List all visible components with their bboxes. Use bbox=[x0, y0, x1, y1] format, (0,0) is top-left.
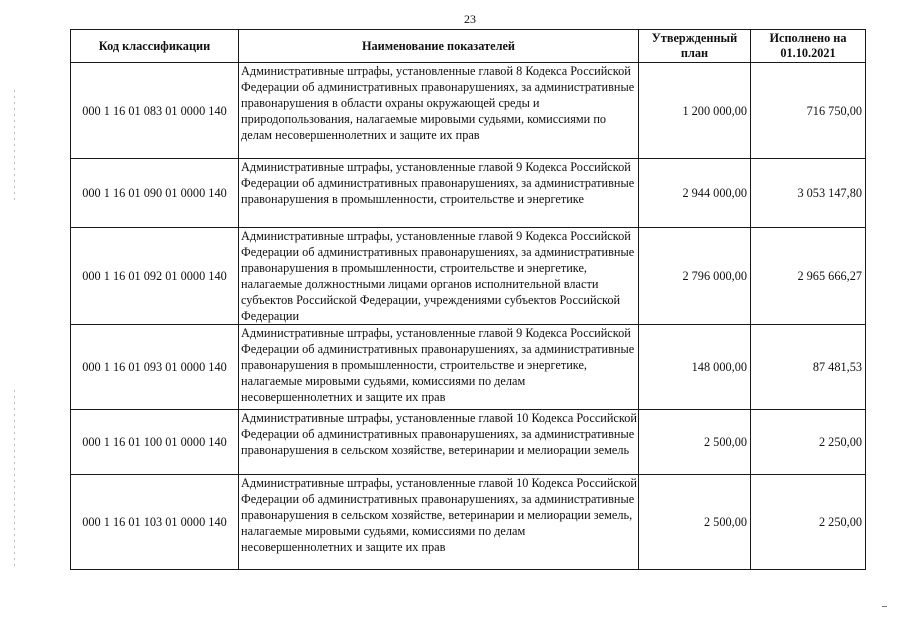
table-row bbox=[71, 228, 866, 325]
table-row bbox=[71, 325, 866, 410]
cell-done: 3 053 147,80 bbox=[751, 159, 866, 228]
cell-done: 2 250,00 bbox=[751, 475, 866, 570]
cell-code: 000 1 16 01 100 01 0000 140 bbox=[71, 410, 239, 475]
cell-name: Административные штрафы, установленные главой 9 Кодекса Российской Федерации об административных правонарушениях, за административные правонарушения в промышленности, строительстве и энергетике bbox=[239, 159, 639, 228]
header-done: Исполнено на 01.10.2021 bbox=[751, 30, 866, 63]
cell-name: Административные штрафы, установленные главой 10 Кодекса Российской Федерации об административных правонарушениях, за административные правонарушения в сельском хозяйстве, ветеринарии и мелиорации земель, налагаемые мировыми судьями, комиссиями по делам несовершеннолетних и защите их прав bbox=[239, 475, 639, 570]
table-row bbox=[71, 410, 866, 475]
header-row bbox=[71, 30, 866, 63]
cell-name: Административные штрафы, установленные главой 10 Кодекса Российской Федерации об административных правонарушениях, за административные правонарушения в сельском хозяйстве, ветеринарии и мелиорации земель bbox=[239, 410, 639, 475]
cell-done: 87 481,53 bbox=[751, 325, 866, 410]
cell-name: Административные штрафы, установленные главой 9 Кодекса Российской Федерации об административных правонарушениях, за административные правонарушения в промышленности, строительстве и энергетике, налагаемые мировыми судьями, комиссиями по делам несовершеннолетних и защите их прав bbox=[239, 325, 639, 410]
cell-name: Административные штрафы, установленные главой 8 Кодекса Российской Федерации об административных правонарушениях, за административные правонарушения в области охраны окружающей среды и природопользования, налагаемые мировыми судьями, комиссиями по делам несовершеннолетних и защите их прав bbox=[239, 63, 639, 159]
cell-plan: 148 000,00 bbox=[639, 325, 751, 410]
table-row bbox=[71, 475, 866, 570]
table-row bbox=[71, 159, 866, 228]
cell-code: 000 1 16 01 103 01 0000 140 bbox=[71, 475, 239, 570]
cell-name: Административные штрафы, установленные главой 9 Кодекса Российской Федерации об административных правонарушениях, за административные правонарушения в промышленности, строительстве и энергетике, налагаемые должностными лицами органов исполнительной власти субъектов Российской Федерации, учреждениями субъектов Российской Федерации bbox=[239, 228, 639, 325]
cell-plan: 2 500,00 bbox=[639, 475, 751, 570]
cell-done: 716 750,00 bbox=[751, 63, 866, 159]
table-body bbox=[71, 63, 866, 570]
cell-plan: 2 944 000,00 bbox=[639, 159, 751, 228]
cell-code: 000 1 16 01 093 01 0000 140 bbox=[71, 325, 239, 410]
cell-done: 2 965 666,27 bbox=[751, 228, 866, 325]
budget-table bbox=[70, 29, 866, 570]
cell-code: 000 1 16 01 092 01 0000 140 bbox=[71, 228, 239, 325]
header-name: Наименование показателей bbox=[239, 30, 639, 63]
scan-corner-mark bbox=[882, 606, 887, 607]
scan-edge-mark bbox=[14, 390, 15, 570]
cell-done: 2 250,00 bbox=[751, 410, 866, 475]
scan-edge-mark bbox=[14, 90, 15, 200]
header-plan: Утвержденный план bbox=[639, 30, 751, 63]
cell-plan: 2 796 000,00 bbox=[639, 228, 751, 325]
header-code: Код классификации bbox=[71, 30, 239, 63]
table-header bbox=[71, 30, 866, 63]
cell-code: 000 1 16 01 083 01 0000 140 bbox=[71, 63, 239, 159]
cell-plan: 2 500,00 bbox=[639, 410, 751, 475]
page-number: 23 bbox=[464, 12, 476, 26]
table-row bbox=[71, 63, 866, 159]
cell-code: 000 1 16 01 090 01 0000 140 bbox=[71, 159, 239, 228]
cell-plan: 1 200 000,00 bbox=[639, 63, 751, 159]
